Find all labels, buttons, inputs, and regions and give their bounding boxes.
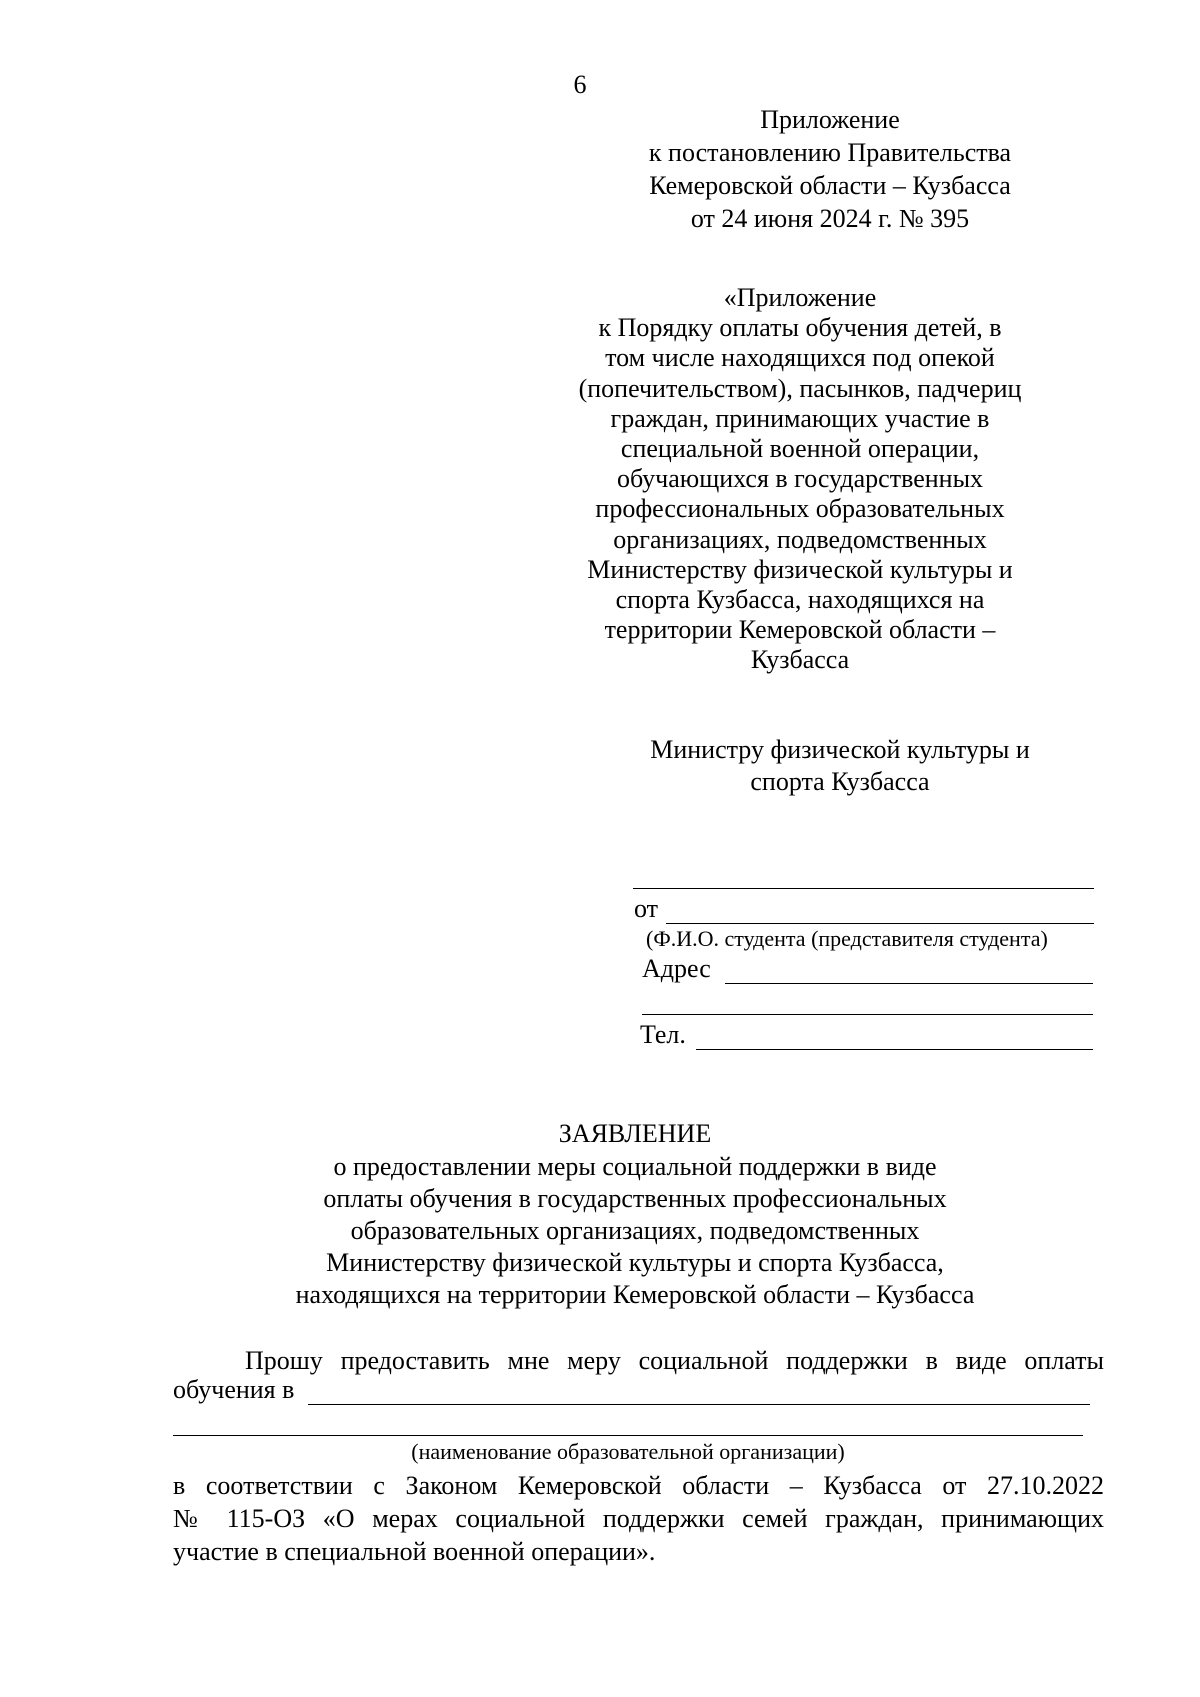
phone-label: Тел. — [640, 1020, 686, 1049]
addressee-block — [610, 734, 1070, 798]
procedure-appendix-line: организациях, подведомственных — [613, 524, 987, 554]
procedure-appendix-line: обучающихся в государственных — [616, 464, 984, 494]
phone-input-line[interactable] — [696, 1027, 1093, 1050]
procedure-appendix-line: Кузбасса — [750, 645, 850, 675]
procedure-appendix-line: «Приложение — [723, 283, 877, 312]
procedure-appendix-line: специальной военной операции, — [620, 434, 980, 464]
procedure-appendix-line: (попечительством), пасынков, падчериц — [578, 373, 1022, 403]
organization-input-line[interactable] — [308, 1382, 1090, 1405]
law-reference-line: № 115-ОЗ «О мерах социальной поддержки семей граждан, принимающих — [173, 1504, 1104, 1533]
addressee-line: Министру физической культуры и — [650, 735, 1030, 764]
appendix-header — [600, 103, 1060, 235]
address-continuation-line[interactable] — [642, 1014, 1093, 1015]
procedure-appendix-line: том числе находящихся под опекой — [605, 343, 995, 373]
statement-subtitle-line: образовательных организациях, подведомственных — [350, 1216, 920, 1245]
blank-line — [633, 888, 1094, 889]
law-reference-line: в соответствии с Законом Кемеровской области – Кузбасса от 27.10.2022 — [173, 1471, 1104, 1500]
appendix-header-line: Кемеровской области – Кузбасса — [649, 171, 1011, 200]
addressee-line: спорта Кузбасса — [750, 767, 930, 796]
statement-subtitle-line: о предоставлении меры социальной поддержки в виде — [333, 1152, 937, 1181]
address-label: Адрес — [642, 954, 711, 983]
procedure-appendix-line: к Порядку оплаты обучения детей, в — [598, 313, 1002, 343]
from-label: от — [634, 894, 659, 923]
phone-field — [640, 1020, 1093, 1050]
organization-field — [173, 1375, 1090, 1405]
fio-input-line[interactable] — [666, 901, 1094, 924]
law-reference-line: участие в специальной военной операции». — [173, 1537, 656, 1566]
procedure-appendix-line: территории Кемеровской области – — [604, 615, 996, 645]
appendix-header-line: от 24 июня 2024 г. № 395 — [690, 204, 970, 233]
statement-subtitle-line: Министерству физической культуры и спорта Кузбасса, — [326, 1248, 944, 1277]
statement-subtitle-line: находящихся на территории Кемеровской области – Кузбасса — [295, 1280, 975, 1309]
procedure-appendix-line: спорта Кузбасса, находящихся на — [615, 585, 985, 615]
from-field — [634, 894, 1094, 924]
request-line-1: Прошу предоставить мне меру социальной поддержки в виде оплаты — [245, 1346, 1104, 1375]
appendix-header-line: Приложение — [760, 105, 900, 134]
address-input-line[interactable] — [725, 961, 1093, 984]
page-number: 6 — [573, 70, 587, 99]
address-field — [642, 954, 1093, 984]
procedure-appendix-line: Министерству физической культуры и — [587, 554, 1013, 584]
statement-title: ЗАЯВЛЕНИЕ — [558, 1119, 712, 1148]
statement-subtitle — [140, 1151, 1130, 1311]
procedure-appendix-line: профессиональных образовательных — [595, 494, 1005, 524]
procedure-appendix-line: граждан, принимающих участие в — [610, 403, 990, 433]
appendix-header-line: к постановлению Правительства — [648, 138, 1012, 167]
organization-caption: (наименование образовательной организации) — [411, 1439, 845, 1464]
statement-subtitle-line: оплаты обучения в государственных профессиональных — [323, 1184, 947, 1213]
organization-label: обучения в — [173, 1375, 295, 1404]
procedure-appendix-block — [560, 283, 1040, 676]
organization-continuation-line[interactable] — [173, 1435, 1083, 1436]
fio-caption: (Ф.И.О. студента (представителя студента) — [646, 926, 1048, 951]
